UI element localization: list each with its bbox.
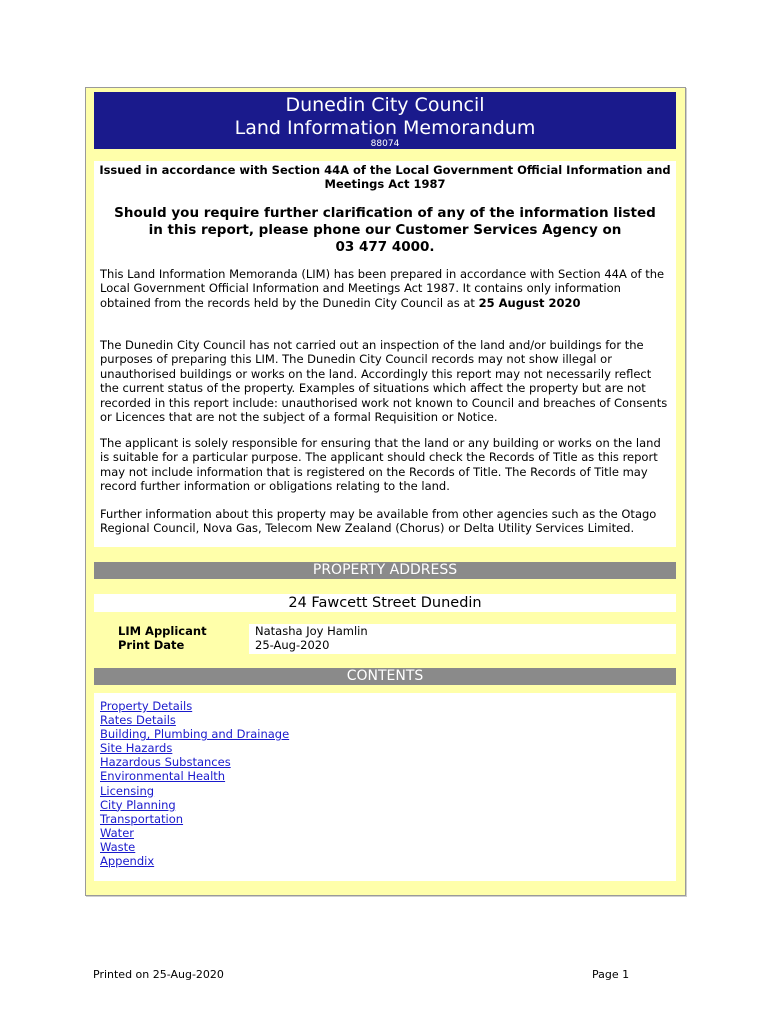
- clarification-line-1: Should you require further clarification of any of the information listed: [114, 205, 656, 221]
- applicant-name: Natasha Joy Hamlin: [255, 624, 368, 638]
- contents-link[interactable]: Licensing: [100, 783, 155, 798]
- paragraph-applicant-responsibility: The applicant is solely responsible for ensuring that the land or any building or works on the land is suitable for a particular purpose. The applicant should check the Records of Title as this report may not include information that is registered on the Records of Title. The Records of Title may record further information or obligations relating to the land.: [100, 436, 661, 494]
- paragraph-inspection: The Dunedin City Council has not carried out an inspection of the land and/or buildings for the purposes of preparing this LIM. The Dunedin City Council records may not show illegal or unauthorised buildings or works on the land. Accordingly this report may not necessarily reflect the current status of the property. Examples of situations which affect the property but are not recorded in this report include: unauthorised work not known to Council and breaches of Consents or Licences that are not the subject of a formal Requisition or Notice.: [100, 338, 668, 425]
- contents-item: [100, 741, 676, 755]
- applicant-details: [94, 624, 676, 654]
- contents-link[interactable]: Hazardous Substances: [100, 755, 231, 770]
- intro-section: [94, 161, 676, 547]
- contents-item: [100, 755, 676, 769]
- contents-link[interactable]: Rates Details: [100, 713, 176, 728]
- clarification-line-2: in this report, please phone our Customer Services Agency on: [148, 222, 622, 238]
- lim-document-frame: [85, 87, 686, 896]
- contents-link[interactable]: Building, Plumbing and Drainage: [100, 727, 290, 742]
- reference-number: 88074: [370, 139, 400, 149]
- contents-heading: CONTENTS: [94, 668, 676, 685]
- contents-item: [100, 784, 676, 798]
- contents-item: [100, 769, 676, 783]
- applicant-labels: [94, 624, 249, 654]
- contents-item: [100, 713, 676, 727]
- document-header: [94, 92, 676, 149]
- contents-item: [100, 826, 676, 840]
- contents-item: [100, 727, 676, 741]
- document-title: Land Information Memorandum: [234, 117, 536, 139]
- page-number: Page 1: [592, 968, 630, 981]
- applicant-label: LIM Applicant: [118, 624, 207, 638]
- council-title: Dunedin City Council: [285, 94, 485, 116]
- property-address-heading: PROPERTY ADDRESS: [94, 562, 676, 579]
- contents-item: [100, 699, 676, 713]
- contents-link[interactable]: Property Details: [100, 699, 193, 713]
- issued-notice: Issued in accordance with Section 44A of the Local Government Official Information and Meetings Act 1987: [99, 163, 671, 191]
- contents-link[interactable]: Transportation: [100, 811, 184, 826]
- lim-scope-text: This Land Information Memoranda (LIM) has been prepared in accordance with Section 44A of the Local Government Official Information and Meetings Act 1987. It contains only information obtained from the records held by the Dunedin City Council as at: [100, 267, 665, 310]
- applicant-values: [249, 624, 676, 654]
- contents-link[interactable]: City Planning: [100, 797, 176, 812]
- printed-on-footer: Printed on 25-Aug-2020: [93, 968, 224, 981]
- phone-number: 03 477 4000.: [335, 239, 435, 255]
- contents-item: [100, 854, 676, 868]
- paragraph-further-information: Further information about this property may be available from other agencies such as the Otago Regional Council, Nova Gas, Telecom New Zealand (Chorus) or Delta Utility Services Limited.: [100, 507, 657, 536]
- property-address: 24 Fawcett Street Dunedin: [94, 594, 676, 612]
- print-date-label: Print Date: [118, 638, 185, 652]
- contents-item: [100, 812, 676, 826]
- contents-link[interactable]: Water: [100, 825, 134, 840]
- contents-link[interactable]: Site Hazards: [100, 741, 173, 756]
- clarification-notice: [94, 205, 676, 256]
- contents-link[interactable]: Waste: [100, 839, 136, 854]
- paragraph-lim-scope: [100, 267, 672, 310]
- contents-item: [100, 840, 676, 854]
- contents-link[interactable]: Appendix: [100, 854, 155, 869]
- print-date: 25-Aug-2020: [255, 638, 330, 652]
- records-date: 25 August 2020: [478, 295, 581, 310]
- contents-list: [94, 693, 676, 881]
- contents-item: [100, 798, 676, 812]
- contents-link[interactable]: Environmental Health: [100, 769, 226, 784]
